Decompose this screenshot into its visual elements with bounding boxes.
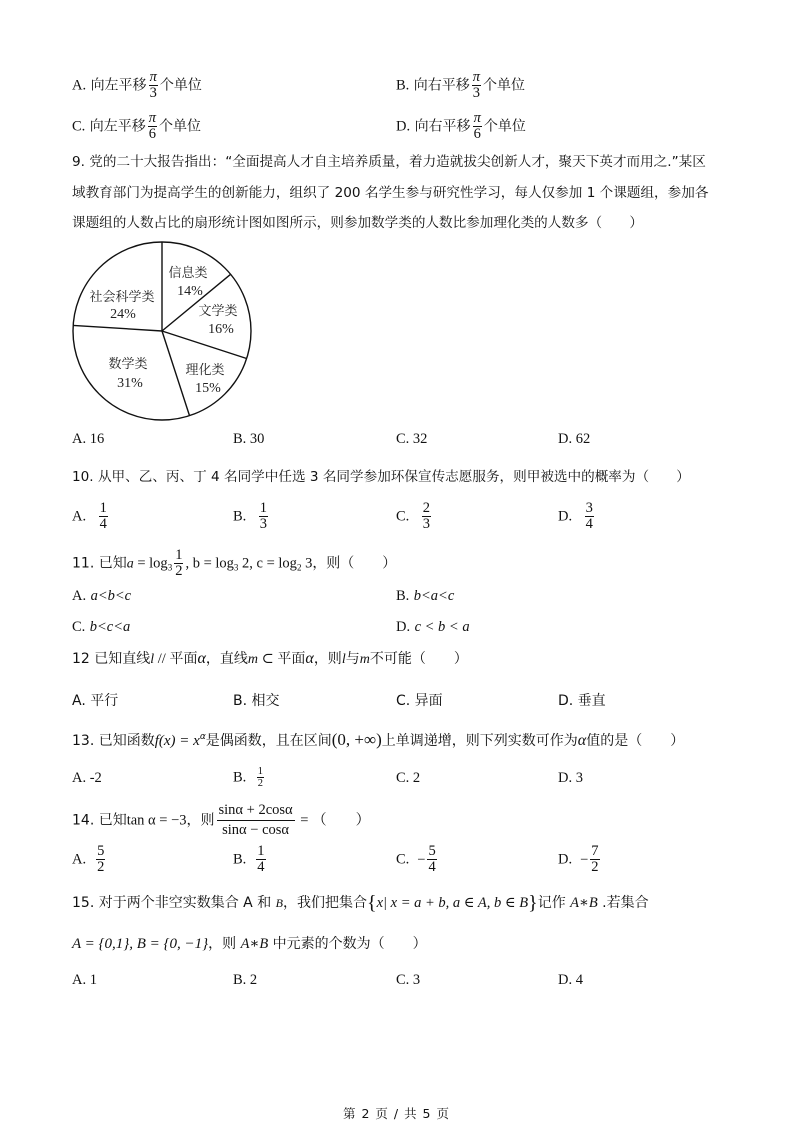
question-text: 中元素的个数为（ ） xyxy=(268,936,427,952)
q10-option-a xyxy=(72,501,110,532)
numerator: 2 xyxy=(422,500,430,516)
option-label: A. xyxy=(72,851,87,868)
fraction xyxy=(427,844,436,875)
q15-option-a: A. 1 xyxy=(72,972,97,988)
fraction xyxy=(257,766,264,789)
q13-option-a: A. -2 xyxy=(72,770,102,786)
option-expr: c < b < a xyxy=(414,619,470,635)
pie-chart xyxy=(70,240,256,422)
q9-option-a: A. 16 xyxy=(72,431,105,447)
denominator: sinα − cosα xyxy=(222,822,290,838)
slice-value-info: 14% xyxy=(177,284,203,299)
question-text: 平面 xyxy=(169,651,198,667)
q14-option-b xyxy=(233,844,268,875)
q8-option-c xyxy=(72,111,201,142)
question-prefix: 15. 对于两个非空实数集合 A 和 xyxy=(72,895,276,911)
parallel-symbol: // xyxy=(154,651,170,667)
q15-option-b: B. 2 xyxy=(233,972,258,988)
q11-option-b xyxy=(396,588,454,605)
denominator: 3 xyxy=(259,516,267,532)
math-text: 3 xyxy=(301,555,313,572)
q15-option-d: D. 4 xyxy=(558,972,583,988)
q9-stem-line-2: 域教育部门为提高学生的创新能力，组织了 200 名学生参与研究性学习，每人仅参加 1 个课题组，参加各 xyxy=(72,185,709,201)
var-l: l xyxy=(341,652,346,667)
fraction xyxy=(259,501,268,532)
q12-option-d: D. 垂直 xyxy=(558,693,606,709)
slice-label-info: 信息类 xyxy=(168,266,208,281)
option-label: C. xyxy=(396,508,410,525)
denominator: 3 xyxy=(422,516,430,532)
fraction xyxy=(149,70,158,101)
fraction xyxy=(473,111,482,142)
denominator: 4 xyxy=(428,859,436,875)
question-prefix: 11. 已知 xyxy=(72,555,127,572)
q10-option-c xyxy=(396,501,433,532)
q13-stem xyxy=(72,728,684,750)
var-alpha: α xyxy=(197,650,206,667)
question-text: 是偶函数，且在区间 xyxy=(205,733,332,749)
right-brace: } xyxy=(528,892,538,914)
option-label: D. xyxy=(558,851,573,868)
q14-option-d xyxy=(558,844,602,875)
option-label: A. xyxy=(72,508,87,525)
q14-option-c xyxy=(396,844,439,875)
q12-option-a: A. 平行 xyxy=(72,693,119,709)
slice-value-social: 24% xyxy=(110,307,136,322)
fraction xyxy=(217,801,295,840)
set-values: A = {0,1}, B = {0, −1} xyxy=(72,936,209,952)
fraction xyxy=(585,501,594,532)
numerator: 1 xyxy=(259,500,267,516)
sign: − xyxy=(417,851,426,868)
option-label: B. xyxy=(396,77,410,94)
q15-option-c: C. 3 xyxy=(396,972,421,988)
q15-stem-line-1 xyxy=(72,894,649,912)
question-text: ，我们把集合 xyxy=(283,895,367,911)
q13-option-b xyxy=(233,766,266,789)
denominator: 3 xyxy=(149,85,157,101)
fraction xyxy=(256,844,265,875)
slice-label-social: 社会科学类 xyxy=(89,290,155,305)
option-label: C. xyxy=(72,619,86,635)
q9-option-b: B. 30 xyxy=(233,431,265,447)
option-label: C. xyxy=(72,118,86,135)
sign: − xyxy=(580,851,589,868)
denominator: 6 xyxy=(148,126,156,142)
denominator: 2 xyxy=(591,859,599,875)
question-suffix: = （ ） xyxy=(296,812,371,829)
option-expr: b<a<c xyxy=(413,588,455,604)
slice-label-literature: 文学类 xyxy=(198,304,238,319)
var-m: m xyxy=(247,652,258,667)
fraction xyxy=(99,501,108,532)
question-text: ，则 xyxy=(313,651,342,667)
denominator: 4 xyxy=(99,516,107,532)
option-text: 个单位 xyxy=(159,118,202,135)
fraction xyxy=(96,844,105,875)
question-prefix: 13. 已知函数 xyxy=(72,733,155,749)
q11-option-c xyxy=(72,619,130,636)
subset-symbol: ⊂ xyxy=(258,651,278,667)
slice-label-math: 数学类 xyxy=(108,357,148,372)
interval-expr: (0, +∞) xyxy=(331,730,382,749)
fraction xyxy=(472,70,481,101)
option-text: 向左平移 xyxy=(90,77,147,94)
numerator: 5 xyxy=(97,843,105,859)
q15-stem-line-2 xyxy=(72,935,427,953)
var-a: a xyxy=(126,556,134,572)
log-base: 2 xyxy=(296,562,302,573)
numerator: 1 xyxy=(175,547,183,563)
denominator: 4 xyxy=(257,859,265,875)
numerator: π xyxy=(473,110,481,126)
tan-expr: tan α = −3 xyxy=(126,812,187,829)
numerator: sinα + 2cosα xyxy=(217,801,295,821)
math-text: = log xyxy=(133,555,168,572)
A-star-B: A∗B xyxy=(570,895,598,911)
page-footer: 第 2 页 / 共 5 页 xyxy=(343,1106,450,1121)
option-text: 个单位 xyxy=(483,118,526,135)
question-text: .若集合 xyxy=(597,895,649,911)
question-text: 与 xyxy=(345,651,360,667)
q13-option-d: D. 3 xyxy=(558,770,583,786)
option-label: D. xyxy=(396,619,411,635)
var-m: m xyxy=(359,652,370,667)
left-brace: { xyxy=(367,892,377,914)
var-B: B xyxy=(275,896,283,910)
q14-stem xyxy=(72,801,370,840)
math-text: , b = log xyxy=(185,555,234,572)
question-text: 值的是（ ） xyxy=(586,733,685,749)
denominator: 3 xyxy=(472,85,480,101)
question-text: ，直线 xyxy=(205,651,248,667)
option-text: 个单位 xyxy=(483,77,526,94)
q8-option-b xyxy=(396,70,525,101)
fraction xyxy=(422,501,431,532)
function-expr: f(x) = x xyxy=(154,733,200,749)
slice-value-math: 31% xyxy=(117,376,143,391)
q11-option-a xyxy=(72,588,131,605)
q13-option-c: C. 2 xyxy=(396,770,421,786)
denominator: 6 xyxy=(473,126,481,142)
numerator: 7 xyxy=(591,843,599,859)
log-base: 3 xyxy=(233,562,239,573)
numerator: π xyxy=(149,69,157,85)
question-prefix: 14. 已知 xyxy=(72,812,127,829)
question-prefix: 12 已知直线 xyxy=(72,651,151,667)
option-expr: b<c<a xyxy=(89,619,131,635)
exponent: α xyxy=(199,732,206,742)
q8-option-a xyxy=(72,70,202,101)
option-label: A. xyxy=(72,77,87,94)
question-text: 平面 xyxy=(277,651,306,667)
q9-option-d: D. 62 xyxy=(558,431,591,447)
question-text: ，则 xyxy=(208,936,241,952)
numerator: 3 xyxy=(585,500,593,516)
set-definition: x| x = a + b, a ∈ A, b ∈ B xyxy=(376,895,529,911)
question-suffix: ，则（ ） xyxy=(312,555,397,572)
q10-stem: 10. 从甲、乙、丙、丁 4 名同学中任选 3 名同学参加环保宣传志愿服务，则甲被选中的概率为（ ） xyxy=(72,469,690,485)
option-label: C. xyxy=(396,851,410,868)
numerator: 1 xyxy=(99,500,107,516)
var-alpha: α xyxy=(577,732,587,749)
option-text: 向右平移 xyxy=(413,77,470,94)
question-text: 记作 xyxy=(537,895,571,911)
fraction xyxy=(148,111,157,142)
var-alpha: α xyxy=(305,650,314,667)
numerator: π xyxy=(148,110,157,126)
question-text: 上单调递增，则下列实数可作为 xyxy=(381,733,578,749)
slice-value-literature: 16% xyxy=(208,322,234,337)
q10-option-d xyxy=(558,501,596,532)
A-star-B: A∗B xyxy=(240,936,269,952)
option-text: 个单位 xyxy=(159,77,202,94)
option-expr: a<b<c xyxy=(90,588,132,604)
option-label: B. xyxy=(396,588,410,604)
q9-stem-line-1: 9. 党的二十大报告指出：“全面提高人才自主培养质量，着力造就拔尖创新人才，聚天下英才而用之.”某区 xyxy=(72,154,706,170)
q12-stem xyxy=(72,650,468,669)
fraction xyxy=(590,844,599,875)
option-text: 向左平移 xyxy=(89,118,146,135)
numerator: 1 xyxy=(257,843,265,859)
option-text: 向右平移 xyxy=(414,118,471,135)
q11-stem xyxy=(72,548,396,579)
q9-option-c: C. 32 xyxy=(396,431,428,447)
option-label: B. xyxy=(233,851,247,868)
q14-option-a xyxy=(72,844,107,875)
numerator: π xyxy=(472,69,481,85)
q9-stem-line-3: 课题组的人数占比的扇形统计图如图所示，则参加数学类的人数比参加理化类的人数多（ ） xyxy=(72,215,643,231)
q12-option-b: B. 相交 xyxy=(233,693,280,709)
denominator: 2 xyxy=(175,563,183,579)
option-label: D. xyxy=(396,118,411,135)
q11-option-d xyxy=(396,619,470,636)
denominator: 4 xyxy=(585,516,593,532)
option-label: B. xyxy=(233,508,247,525)
question-text: 不可能（ ） xyxy=(369,651,468,667)
slice-label-physchem: 理化类 xyxy=(185,363,225,378)
slice-value-physchem: 15% xyxy=(195,381,221,396)
log-base: 3 xyxy=(167,562,173,573)
q8-option-d xyxy=(396,111,526,142)
q12-option-c: C. 异面 xyxy=(396,693,443,709)
numerator: 5 xyxy=(428,843,436,859)
option-label: A. xyxy=(72,588,87,604)
math-text: 2, xyxy=(238,555,257,572)
denominator: 2 xyxy=(257,778,263,789)
option-label: D. xyxy=(558,508,573,525)
numerator: 1 xyxy=(257,766,263,777)
option-label: B. xyxy=(233,769,247,786)
question-text: ，则 xyxy=(186,812,215,829)
var-l: l xyxy=(150,652,155,667)
fraction xyxy=(174,548,183,579)
math-text: c = log xyxy=(256,555,297,572)
q10-option-b xyxy=(233,501,270,532)
denominator: 2 xyxy=(97,859,105,875)
